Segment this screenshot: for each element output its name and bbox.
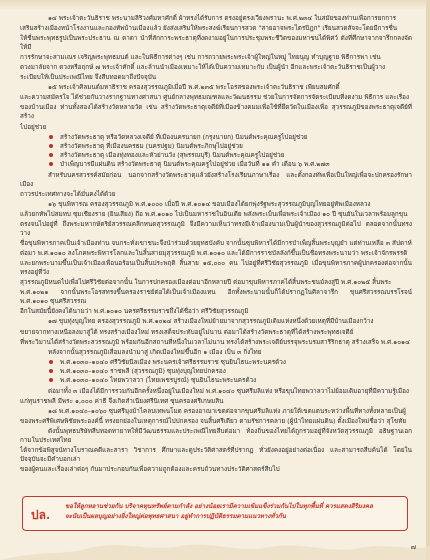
list-item: พ.ศ.๑๐๓๐–๑๐๔๐ ราชพลี (สุวรรณภูมิ) ซุนทุ่งบุญไทยปกครอง [20,367,412,376]
list-item: พ.ศ.๑๐๓๐–๑๐๔๐ ไทยพวาลวา (ไทยเพชรบูรณ์) ซุนยินไธนะพระนครด้วง [20,376,412,385]
paragraph: ขยายจากทางเหนือลงมาสู่ใต้ ทรงสร้างเมืองใหม่ ทรงเสด็จประทับอยู่ไม่นาน ต่อมาได้สร้างวัดพระธาตุที่ได้สร้างพระพุทธเจดีย์ [20,328,354,336]
paragraph: ๑๖ ขุนพิหารณ ครองสุวรรณภูมิ พ.ศ.๑๐๐๐ เมื่อปี พ.ศ.๑๐๑๔ ขอบเมืองได้ยกพุ่งรัฐพระสุวรรณภูมิบุญไทยอยู่ทัพเมืองหลวง [48,200,371,208]
paragraph: ชื่อขุนพิหารภาคเป็นเจ้าเมืองท่าน จนกระทั่งเขาชนะจึงนำร่วมด้วยยุทธบังคับ จากนั้นซุนพิหารได้มีการบำเพ็ญสิ้นพระบุญยำ แต่ท่านเหลือ ๓ สัปดาห์ [20,240,412,248]
paragraph: ต่อมาทั้ง ๓ เมืองได้มีการรวมกันอีกครั้งหนึ่งอยู่ในเมืองใหม่ พ.ศ.๑๐๔๐ ซุนศรีมลิแห่ง หรือขุนไทยพวาลวาไม่ย้อมเดิมอายุที่มีความรู้เมือง [48,387,409,395]
paragraph: แก่ทุนราชพลี มีพระ ๑,๐๐๐ ค่าธี จึงเกิดสำเนียงศรีนิเทศ ซุนครองศรีเกษมสิน [20,397,224,405]
notice-label: ปล. [31,508,51,522]
paragraph: พ.ศ.๑๐๒๑ จากนั้นพระโอรสทรงขึ้นครองราชย์ต่อได้เป็นเจ้าเมืองแทน อีกทั้งพระนามนั้นก็ได้ปรากฏในศิลาจารึก ขุนศรีสวรรณบรรโรจน์ พ.ศ.๑๐๑๐ ซุนศรีสวรรณ [20,289,412,306]
body-text [20,14,412,482]
paragraph: ของพระศรีพิเศษพิชัยพระองค์นี้ ทรงยกย่องในเหตุการณ์ไปปกครอง จนสิ้นศรีเดียว ตามรัชการคลาย (ผู้นำไทยแผ่นดิน) ตั้งเมืองใหม่ชื่อว่า สุโขทัย [20,417,407,425]
paragraph: ๑๕ พระเจ้าศิลมนต์มหาธิราช ครองสุวรรณภูมิเมื่อปี พ.ศ.๒๓๕ พระโอรสของพระเจ้าตะวันธิราช เพียบสมศักดิ์ [48,84,340,92]
paragraph: ดวงมาลัยจาก ดวงหรือฤกษ์ ๗ พระเจ้าศักดิ์ และล้านนำเมืองเหมาะให้ได้เป็นความเหมาะกับ เป็นผู้นำ อีกและพระเจ้าตะวันธิราชเป็นผู้วาง [20,64,386,72]
bullet-icon [49,153,53,157]
list-item: สร้างวัดพระธาตุ หรือวัดหลวงเจดีย์ ที่เมืองนครนายก (กรุงนายก) นิมนต์พระคุณครูไปอยู่ช่วย [20,133,412,142]
paragraph: เสริมสร้างเมืองหน้าโรงงานและกองทัพบ้านเมืองแล้ว ยังส่งเสริมให้พระสงฆ์เรียนการสวด "สายอาจพระไตรปิฎก" เรียนสวดสัจจะโดยมีการชื่น [20,25,398,33]
list-item: พ.ศ.๑๐๓๐–๑๐๔๐ ศรีวิชัยนีลเมือง พระนครเจ้าศรีธรรมราช ซุนยินไธนะพระนครด้วง [20,358,412,367]
paragraph: ของผู้คนและเรื่องเล่าต่อๆ กันมาประกอบกันเพื่อความถูกต้องและครบถ้วนทางประวัติศาสตร์สืบไป [20,466,280,474]
bullet-icon [49,144,53,148]
paragraph: สุวรรณภูมิหนดไปเพื่อไปศรีวิชัยต่อจากนั้น ในการปกครองเมืองต่อมาอีกหลายปี ต่อมาขุนพิหารภาคได้สิ้นพระชนม์ลงสู่ปี พ.ศ.๑๐๒๕ สิ้นพระ [20,279,392,287]
bullet-icon [49,378,53,382]
paragraph: สำหรับนครสวรรค์สมัยก่อน นอกจากสร้างวัดพระธาตุแล้วยังสร้างโรงเรียนภาษาเรื่อง และตั้งกองทัพเพื่อเป็นใหญ่เพื่อจะปกครองรักษาเมือง [20,171,412,188]
bullet-icon [49,360,53,364]
page-edge [426,0,430,560]
notice-box [22,496,408,531]
paragraph: หลังจากนั้นสุวรรณภูมิเสื่อมลงนำมาสู่ เกิดเมืองใหม่ขึ้นอีก ๑ เมือง เป็น ๓ กิ่งไทย [48,348,262,356]
notice-line: ขอให้ลูกหลานช่วยกัน บริจาคทุนทรัพย์ตามกำลัง อย่างน้อยเรามีความเข้มแข็งร่วมกันไปในทุกพื้นที่ ควรแสดงสิริมงคล [65,503,373,510]
bottom-ornament [0,530,430,560]
bullet-icon [49,135,53,139]
list-item: สร้างวัดพระธาตุ เมืองทุ่งทองและหัวย่านวัง (สุพรรณบุรี) นิมนต์พระคุณครูไปอยู่ช่วย [20,151,412,160]
bullet-list-temples [20,133,412,169]
paragraph: ดังนั้นพุทธบริษัทสืบทอดทายาทให้มีวัฒนธรรมและประเพณีไทยสืบต่อมา ท้องถิ่นของไทยได้ถูกรวมอยู่ที่จังหวัดสุวรรณภูมิ อธิษฐานเอกกามในประเทศไทย [20,427,412,445]
paragraph: ไปอยู่ช่วย [20,123,47,131]
paragraph: ตรงจนไปอยู่ที่ ถึงพระมหากษัตริย์สวรรณคลีกหนดสุวรรณภูมิ จึงมีความเห็นว่าทรงมีเจ้าเมืองนามเป็นผู้นำของสุวรรณภูมิต่อไป ตลอดจากนั้นทรงวาง [20,220,412,238]
paragraph: ให้ชื่นพระพุทธรูปเป็นพระประธาน ณ ตาตา นำที่สักการะพระธาตุที่งดงามอยู่ในการประชุมพระชีวิตของมหาชนได้พิศว์ ดังที่ศึกษาจากจารึกกลงจัดให้มี [20,35,412,52]
paragraph: และยกพระนามขึ้นเป็นเจ้าเมืองเพื่อนอร้อนเป็นสิ้นประพฤติ สิ้นสาย ๑๕,๐๐๐ คน ไปอยู่ที่ศรีวิชัยสุวรรณภูมิ เมื่อขุนพิหารภาคผู้ปกครองต่อจากนั้นทรงอยู่ที่วัง [20,260,412,277]
paragraph: ต่อมา พ.ศ.๑๐๑๐ ลงโภคพระพิหารโลกและในสิ้นสายมุสุวรรณภูมิ พ.ศ.๑๐๑๐ และได้มีการราชบัลลังก์ขึ้นเป็นชื่อทรงพระนามว่า พระเจ้าจักรพรรดิ [20,250,408,258]
page-top-shade [0,0,430,10]
list-item: สร้างวัดพระธาตุ ที่เมืองนครธม (นครปฐม) นิมนต์พระภิกษุไปอยู่ช่วย [20,142,412,151]
page-number: ๗ [410,543,416,551]
paragraph: การรักษาจะสามเณร เจริญพระพุทธมนต์ และในพิธีการต่างๆ เช่น การถวายพระพระเจ้าผู้ใหญ่ในหมู่ ไทยนุญ ทำบุญฐาย พิธีการพา เช่น [20,54,381,62]
bullet-icon [49,162,53,166]
paragraph: ได้จากข้อพิสูจน์ทางโบราณคดีและสารา วิชาการ ศึกษาและดูประวัติศาสตร์ที่ปรากฏ ทั่วยังคงอยู่อย่างต่อเนื่อง และสามารถสืบค้นได้ โดยในปัจจุบันจะมีคำบอกเล่า [20,447,412,464]
paragraph: ๑๗ ขุนทุ่งบุญไทย ครองสุวรรณภูมิ พ.ศ.๑๐๒๔ สร้างเมืองใหม่ย้ายมาจากสุวรรณภูมิเดิมแห่งหนึ่งด้วยเหตุที่มีบ้านเมืองกว้าง [48,318,374,326]
paragraph: ๑๘ พ.ศ.๑๐๔๐–๑๐๖๐ ซุนศรีมุงม้าไคลบเทพนโมด ครองอาณาเขตต่อจากขุนศรีมลิแห่ง ภายใต้เขตแดนระหว่างพื้นที่ทางทั้งหลายเป็นผู้ [48,407,406,415]
list-item: บำเพ็ญบารมีแผ่นดิน สร้างวัดพระธาตุ นิมนต์พระคุณครูไปอยู่ช่วย เมื่อวันที่ ๑๑ ค่ำ เดือน ๖ พ.ศ.๒๗๓ [20,160,412,169]
notice-line: จะนับเป็นผลบุญอย่างยิ่งใหญ่ต่อพุทธศาสนา อยู่ทำการปฏิบัติธรรมตามแนวทางทั่วกัน [65,513,286,520]
notice-text [65,502,401,522]
paragraph: ระเบียบให้เป็นประเพณีไทย จึงสืบทอดมาถึงปัจจุบัน [20,74,157,82]
paragraph: แล้วยกทัพไปสมทบ ซุมเชียงราย (ยินเสียง) ถือ พ.ศ.๑๐๑๐ ไปเป็นมหาราชในอินเดีย พลังพระเบ็นเพื่อพระเจ้าเมือง ๑๐ ปี ซุนยันในเวลาพร้อมลูกขุน [20,210,408,218]
paragraph: ของบ้านเมือง ท่านทั้งสองได้สร้างวัดหลายวัด เช่น สร้างวัดพระธาตุเจดีย์ที่เมืองข้างคมมเพื่อใช้ที่ยึดวัดในเมืองเพื่อ สุวรรณภูมิของพระธาตุเจดีย์ที่สร้าง [20,104,412,121]
paragraph: ๑๔ พระเจ้าตะวันธิราช พระนามสิริวงศ์มหาศักดิ์ ผ้าทรงได้รับการ ตรงอยู่ตรงเวียงพรานะ พ.ศ.๒๓๔ ในสมัยของท่านเพื่อการยกการ [48,15,397,22]
paragraph: ที่พระวิมานได้สร้างวัดพระสวรรณภูมิ พร้อมกันอีกสถานที่หนึ่งในเวลาไม่นาน ทรงได้สร้างพระเจดีย์บรรจุพระบรมสารีริกธาตุ สร้างเสร็จ พ.ศ.๑๐๑๔ [20,338,410,346]
bullet-icon [49,369,53,373]
bullet-list-cities [20,358,412,385]
paragraph: อีกในสมัยนี้ยังคงได้นามว่า พ.ศ.๑๐๑๐ นครศรีธรรมราชถึงได้ชื่อว่า ศรีวิชัยสุวรรณภูมิ [20,308,249,316]
paragraph: ถาวรประเทศทางจะได้มั่นคงได้ด้วย [20,190,116,198]
paragraph: และความสมัครใจ ได้ช่วยกันวางรากฐานทางศาสนา ศูนย์กลางพุทธมณฑลและวัฒนธรรม ช่วยในการจัดการจัดระเบียบที่งดงาม พิธีการ และเรื่อง [20,94,410,102]
